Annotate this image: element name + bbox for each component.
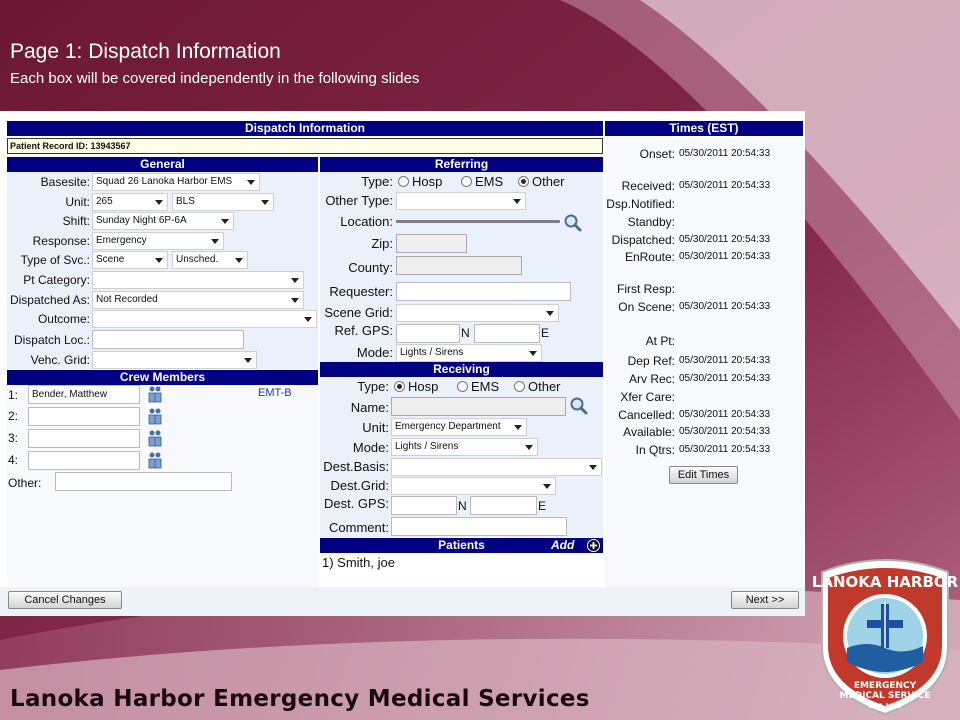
refgps-e-input[interactable] xyxy=(474,324,540,343)
destgrid-label: Dest.Grid: xyxy=(330,478,389,493)
scenegrid-select[interactable] xyxy=(396,304,559,322)
ref-type-hosp[interactable] xyxy=(398,174,442,190)
ptcat-label: Pt Category: xyxy=(23,273,90,287)
vehgrid-label: Vehc. Grid: xyxy=(30,353,90,367)
cancel-changes-button[interactable]: Cancel Changes xyxy=(8,591,122,609)
comment-input[interactable] xyxy=(391,517,567,536)
ref-type-other[interactable] xyxy=(518,174,565,190)
destbasis-label: Dest.Basis: xyxy=(323,459,389,474)
time-value: 05/30/2011 20:54:33 xyxy=(679,180,771,191)
rec-type-ems[interactable] xyxy=(457,379,499,395)
ref-type-label: Type: xyxy=(361,174,393,189)
time-value: 05/30/2011 20:54:33 xyxy=(679,301,771,312)
time-label: Onset: xyxy=(639,147,675,161)
patients-title: Patients xyxy=(438,538,485,552)
location-label: Location: xyxy=(340,214,393,229)
svc-label: Type of Svc.: xyxy=(20,253,90,267)
destgrid-select[interactable] xyxy=(391,477,556,495)
general-header: General xyxy=(7,157,318,172)
shift-select[interactable]: Sunday Night 6P-6A xyxy=(92,212,234,230)
crew-name-3[interactable] xyxy=(28,429,140,448)
crew-num-4: 4: xyxy=(8,453,19,467)
time-value: 05/30/2011 20:54:33 xyxy=(679,426,771,437)
crew-header: Crew Members xyxy=(7,370,318,385)
crew-name-1[interactable]: Bender, Matthew xyxy=(28,385,140,404)
time-label: On Scene: xyxy=(618,300,675,314)
time-value: 05/30/2011 20:54:33 xyxy=(679,148,771,159)
dispatch-form xyxy=(0,111,805,616)
destgps-e-label: E xyxy=(538,499,547,513)
patient-item[interactable]: 1) Smith, joe xyxy=(322,555,395,570)
time-label: At Pt: xyxy=(645,334,675,348)
time-label: Dispatched: xyxy=(611,233,675,247)
add-icon[interactable] xyxy=(587,539,600,552)
time-value: 05/30/2011 20:54:33 xyxy=(679,444,771,455)
dispas-label: Dispatched As: xyxy=(9,293,90,307)
time-label: Dep Ref: xyxy=(627,354,675,368)
lanoka-harbor-logo xyxy=(812,552,958,716)
response-select[interactable]: Emergency xyxy=(92,232,224,250)
rec-type-label: Type: xyxy=(357,379,389,394)
ref-ems-radio[interactable] xyxy=(461,176,472,187)
svg-text:LANOKA HARBOR: LANOKA HARBOR xyxy=(812,573,958,591)
basesite-select[interactable]: Squad 26 Lanoka Harbor EMS xyxy=(92,173,260,191)
rec-other-text: Other xyxy=(528,379,561,394)
crew-name-4[interactable] xyxy=(28,451,140,470)
outcome-select[interactable] xyxy=(92,310,317,328)
ref-type-ems[interactable] xyxy=(461,174,503,190)
scenegrid-label: Scene Grid: xyxy=(324,305,393,320)
ref-mode-select[interactable]: Lights / Sirens xyxy=(396,344,542,362)
destbasis-select[interactable] xyxy=(391,458,602,476)
ref-other-radio[interactable] xyxy=(518,176,529,187)
comment-label: Comment: xyxy=(329,520,389,535)
rec-ems-radio[interactable] xyxy=(457,381,468,392)
time-label: Standby: xyxy=(627,215,675,229)
rec-name-label: Name: xyxy=(350,400,389,415)
patients-add-link[interactable]: Add xyxy=(551,538,575,552)
destgps-e-input[interactable] xyxy=(470,496,537,515)
ref-mode-label: Mode: xyxy=(356,345,393,360)
times-header: Times (EST) xyxy=(605,121,803,136)
ref-hosp-radio[interactable] xyxy=(398,176,409,187)
crew-num-3: 3: xyxy=(8,431,19,445)
crew-name-2[interactable] xyxy=(28,407,140,426)
rec-hosp-text: Hosp xyxy=(408,379,439,394)
ptcat-select[interactable] xyxy=(92,271,304,289)
rec-mode-label: Mode: xyxy=(352,440,389,455)
slide-subtitle: Each box will be covered independently in the following slides xyxy=(10,70,420,87)
refgps-e-label: E xyxy=(541,326,550,340)
rec-type-hosp[interactable] xyxy=(394,379,438,395)
crew-lookup-icon[interactable] xyxy=(147,451,163,469)
patients-header xyxy=(320,538,603,553)
basesite-label: Basesite: xyxy=(40,175,90,189)
receiving-header: Receiving xyxy=(320,362,603,377)
unit-label: Unit: xyxy=(65,195,90,209)
county-input[interactable] xyxy=(396,256,522,275)
unit-select[interactable]: 265 xyxy=(92,193,168,211)
crew-cert-1: EMT-B xyxy=(258,387,292,399)
ref-other-text: Other xyxy=(532,174,565,189)
edit-times-button[interactable]: Edit Times xyxy=(669,466,738,484)
time-value: 05/30/2011 20:54:33 xyxy=(679,373,771,384)
location-bar[interactable] xyxy=(396,220,560,223)
destgps-n-input[interactable] xyxy=(391,496,457,515)
rec-mode-select[interactable]: Lights / Sirens xyxy=(391,438,538,456)
county-label: County: xyxy=(348,260,393,275)
slide-title: Page 1: Dispatch Information xyxy=(10,40,281,63)
time-label: Cancelled: xyxy=(618,408,675,422)
rec-other-radio[interactable] xyxy=(514,381,525,392)
svg-text:EMERGENCY: EMERGENCY xyxy=(853,681,917,691)
level-select[interactable]: BLS xyxy=(172,193,274,211)
vehgrid-select[interactable] xyxy=(92,351,257,369)
time-label: Dsp.Notified: xyxy=(606,197,675,211)
destgps-label: Dest. GPS: xyxy=(323,496,389,511)
time-value: 05/30/2011 20:54:33 xyxy=(679,234,771,245)
crew-lookup-icon[interactable] xyxy=(147,385,163,403)
slide-footer: Lanoka Harbor Emergency Medical Services xyxy=(10,686,590,712)
requester-label: Requester: xyxy=(329,284,393,299)
rec-name-search-icon[interactable] xyxy=(569,396,589,416)
zip-label: Zip: xyxy=(371,236,393,251)
time-label: First Resp: xyxy=(616,282,675,296)
crew-lookup-icon[interactable] xyxy=(147,429,163,447)
time-label: Received: xyxy=(621,179,675,193)
refgps-n-input[interactable] xyxy=(396,324,460,343)
ref-hosp-text: Hosp xyxy=(412,174,443,189)
rec-ems-text: EMS xyxy=(471,379,500,394)
rec-hosp-radio[interactable] xyxy=(394,381,405,392)
rec-name-input[interactable] xyxy=(391,397,566,416)
crew-num-2: 2: xyxy=(8,409,19,423)
dispatch-header: Dispatch Information xyxy=(7,121,603,136)
location-search-icon[interactable] xyxy=(563,213,583,233)
time-value: 05/30/2011 20:54:33 xyxy=(679,251,771,262)
crew-lookup-icon[interactable] xyxy=(147,407,163,425)
time-value: 05/30/2011 20:54:33 xyxy=(679,409,771,420)
rec-type-other[interactable] xyxy=(514,379,561,395)
refgps-n-label: N xyxy=(461,326,470,340)
time-label: Arv Rec: xyxy=(628,372,675,386)
zip-input[interactable] xyxy=(396,234,467,253)
destgps-n-label: N xyxy=(458,499,467,513)
time-label: In Qtrs: xyxy=(635,443,675,457)
disploc-input[interactable] xyxy=(92,330,244,349)
svg-text:ORG.1979: ORG.1979 xyxy=(868,703,902,710)
response-label: Response: xyxy=(32,234,90,248)
shift-label: Shift: xyxy=(62,214,90,228)
next-button[interactable]: Next >> xyxy=(731,591,799,609)
time-label: EnRoute: xyxy=(624,250,675,264)
time-value: 05/30/2011 20:54:33 xyxy=(679,355,771,366)
svg-text:MEDICAL SERVICE: MEDICAL SERVICE xyxy=(839,691,931,701)
crew-num-1: 1: xyxy=(8,388,19,402)
rec-unit-select[interactable]: Emergency Department xyxy=(391,418,527,436)
requester-input[interactable] xyxy=(396,282,571,301)
othertype-label: Other Type: xyxy=(325,193,393,208)
referring-header: Referring xyxy=(320,157,603,172)
sched-select[interactable]: Unsched. xyxy=(172,251,248,269)
othertype-select[interactable] xyxy=(396,192,526,210)
disploc-label: Dispatch Loc.: xyxy=(13,333,90,347)
refgps-label: Ref. GPS: xyxy=(334,323,393,338)
ref-ems-text: EMS xyxy=(475,174,504,189)
time-label: Available: xyxy=(623,425,675,439)
crew-other-label: Other: xyxy=(8,476,42,490)
time-label: Xfer Care: xyxy=(620,390,675,404)
patient-record-id: Patient Record ID: 13943567 xyxy=(7,138,603,154)
svc-select[interactable]: Scene xyxy=(92,251,168,269)
rec-unit-label: Unit: xyxy=(362,420,389,435)
dispas-select[interactable]: Not Recorded xyxy=(92,291,304,309)
outcome-label: Outcome: xyxy=(37,312,90,326)
crew-other-input[interactable] xyxy=(55,472,232,491)
